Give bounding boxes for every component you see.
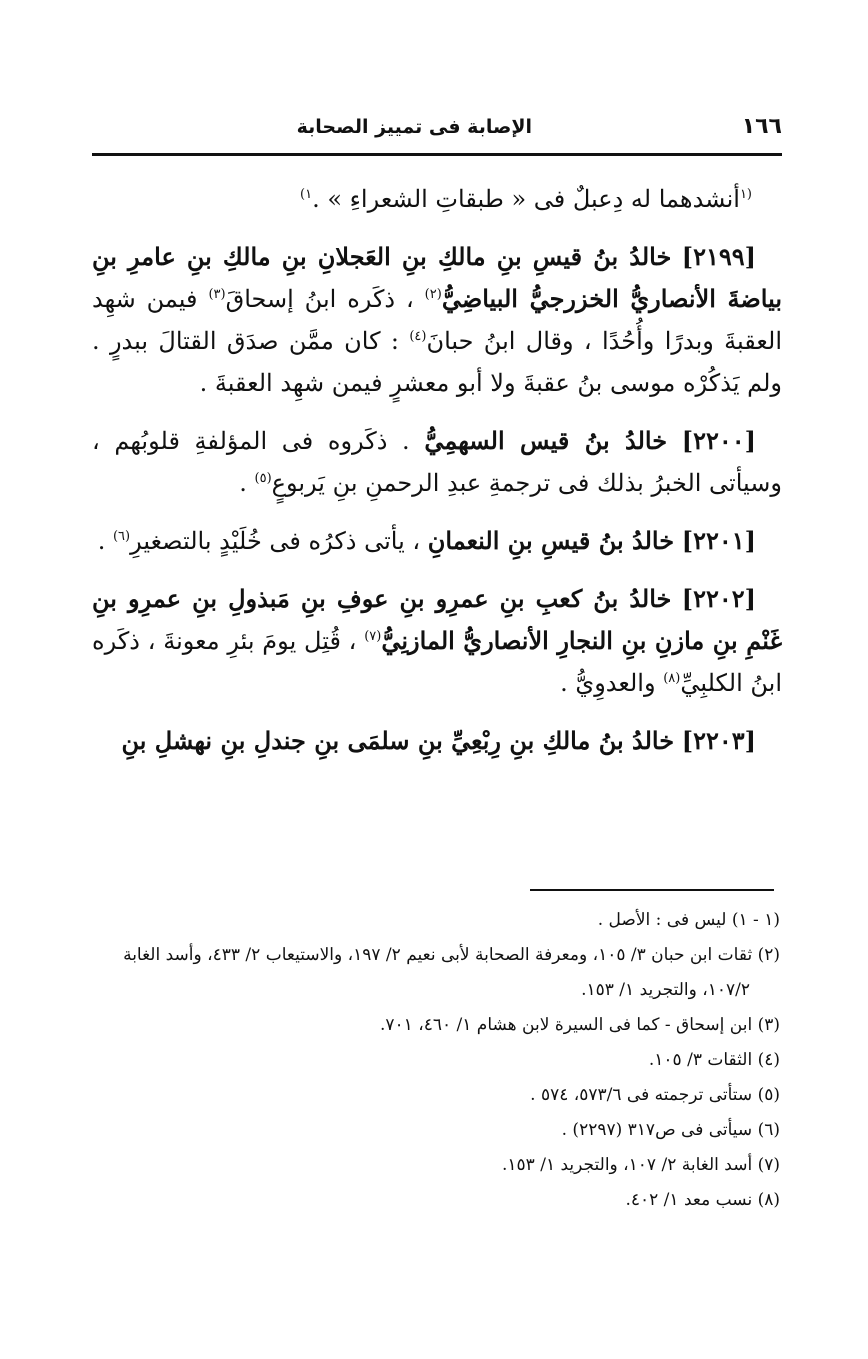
entry-text: ، قُتِل يومَ بئرِ معونةَ ، ذكَره ابنُ الكلبِيِّ [92,627,782,697]
paragraph-text: أنشدهما له دِعبلٌ فى « طبقاتِ الشعراءِ » . [312,185,740,213]
footnote: (٨) نسب معد ١/ ٤٠٢. [625,1190,780,1210]
entry-text: والعدوِيُّ . [560,669,664,697]
entry-name: خالدُ بنُ قيس السهمِيُّ [424,426,668,455]
footnote-ref: (٦) [112,529,131,544]
entry-2200 [92,420,782,504]
entry-name: خالدُ بنُ مالكِ بنِ رِبْعِيِّ بنِ سلمَى بنِ جندلِ بنِ نهشلِ بنِ [121,726,675,755]
entry-text: . ذكَروه فى المؤلفةِ قلوبُهم ، وسيأتى الخبرُ بذلك فى ترجمةِ عبدِ الرحمنِ بنِ يَربوعٍ [92,427,782,497]
footnote-ref: (٥) [254,471,272,486]
footnote: (٧) أسد الغابة ٢/ ١٠٧، والتجريد ١/ ١٥٣. [502,1155,780,1175]
page-number: ١٦٦ [741,114,782,139]
entry-name: خالدُ بنُ كعبِ بنِ عمرِو بنِ عوفِ بنِ مَبذولِ بنِ عمرِو بنِ غَنْمِ بنِ مازنِ بنِ النجارِ الأنصاريُّ المازنِيُّ [92,584,782,655]
entry-2201 [92,520,782,562]
running-title: الإصابة فى تمييز الصحابة [296,116,532,138]
entry-text: ، يأتى ذكرُه فى خُلَيْدٍ بالتصغيرِ [130,527,428,555]
footnote-rule [530,889,774,891]
footnote-continuation: ١٠٧/٢، والتجريد ١/ ١٥٣. [581,980,750,1000]
header-rule [92,153,782,156]
entry-number: [٢٢٠١] [681,526,756,555]
footnote-ref: (٧) [364,629,382,644]
entry-2199 [92,236,782,404]
entry-text: : كان ممَّن صدَق القتالَ ببدرٍ . ولم يَذكُرْه موسى بنُ عقبةَ ولا أبو معشرٍ فيمن شهِد العقبةَ . [92,327,782,397]
entry-number: [٢٢٠٣] [681,726,756,755]
main-text [92,178,782,778]
footnote-ref: (٤) [409,329,427,344]
footnote: (٦) سيأتى فى ص٣١٧ (٢٢٩٧) . [561,1120,780,1140]
footnote-ref: (٨) [663,671,681,686]
paragraph-verse-note [92,178,782,220]
entry-text: . [97,527,113,555]
entry-number: [٢١٩٩] [681,242,756,271]
page-header [92,110,782,146]
footnotes [80,904,780,1219]
entry-text: فيمن شهِد العقبةَ وبدرًا وأُحُدًا ، وقال ابنُ حبانَ [92,285,782,355]
entry-name: خالدُ بنُ قيسِ بنِ النعمانِ [427,526,675,555]
entry-2202 [92,578,782,704]
footnote-ref: (١ [739,187,752,202]
entry-number: [٢٢٠٢] [681,584,756,613]
footnote: (٤) الثقات ٣/ ١٠٥. [648,1050,780,1070]
footnote-ref: ١) [300,187,313,202]
footnote-ref: (٢) [424,287,442,302]
entry-text: . [239,469,255,497]
footnote: (٢) ثقات ابن حبان ٣/ ١٠٥، ومعرفة الصحابة لأبى نعيم ٢/ ١٩٧، والاستيعاب ٢/ ٤٣٣، وأسد الغابة [123,945,780,965]
entry-name: خالدُ بنُ قيسِ بنِ مالكِ بنِ العَجلانِ بنِ مالكِ بنِ عامرِ بنِ بياضةَ الأنصاريُّ الخزرجيُّ البياضِيُّ [92,242,783,313]
entry-2203 [92,720,782,762]
entry-number: [٢٢٠٠] [681,426,757,455]
entry-text: ، ذكَره ابنُ إسحاقَ [225,285,425,313]
footnote-ref: (٣) [208,287,226,302]
footnote: (٣) ابن إسحاق - كما فى السيرة لابن هشام ١/ ٤٦٠، ٧٠١. [380,1015,780,1035]
footnote: (١ - ١) ليس فى : الأصل . [597,910,780,930]
footnote: (٥) ستأتى ترجمته فى ٥٧٣/٦، ٥٧٤ . [530,1085,780,1105]
